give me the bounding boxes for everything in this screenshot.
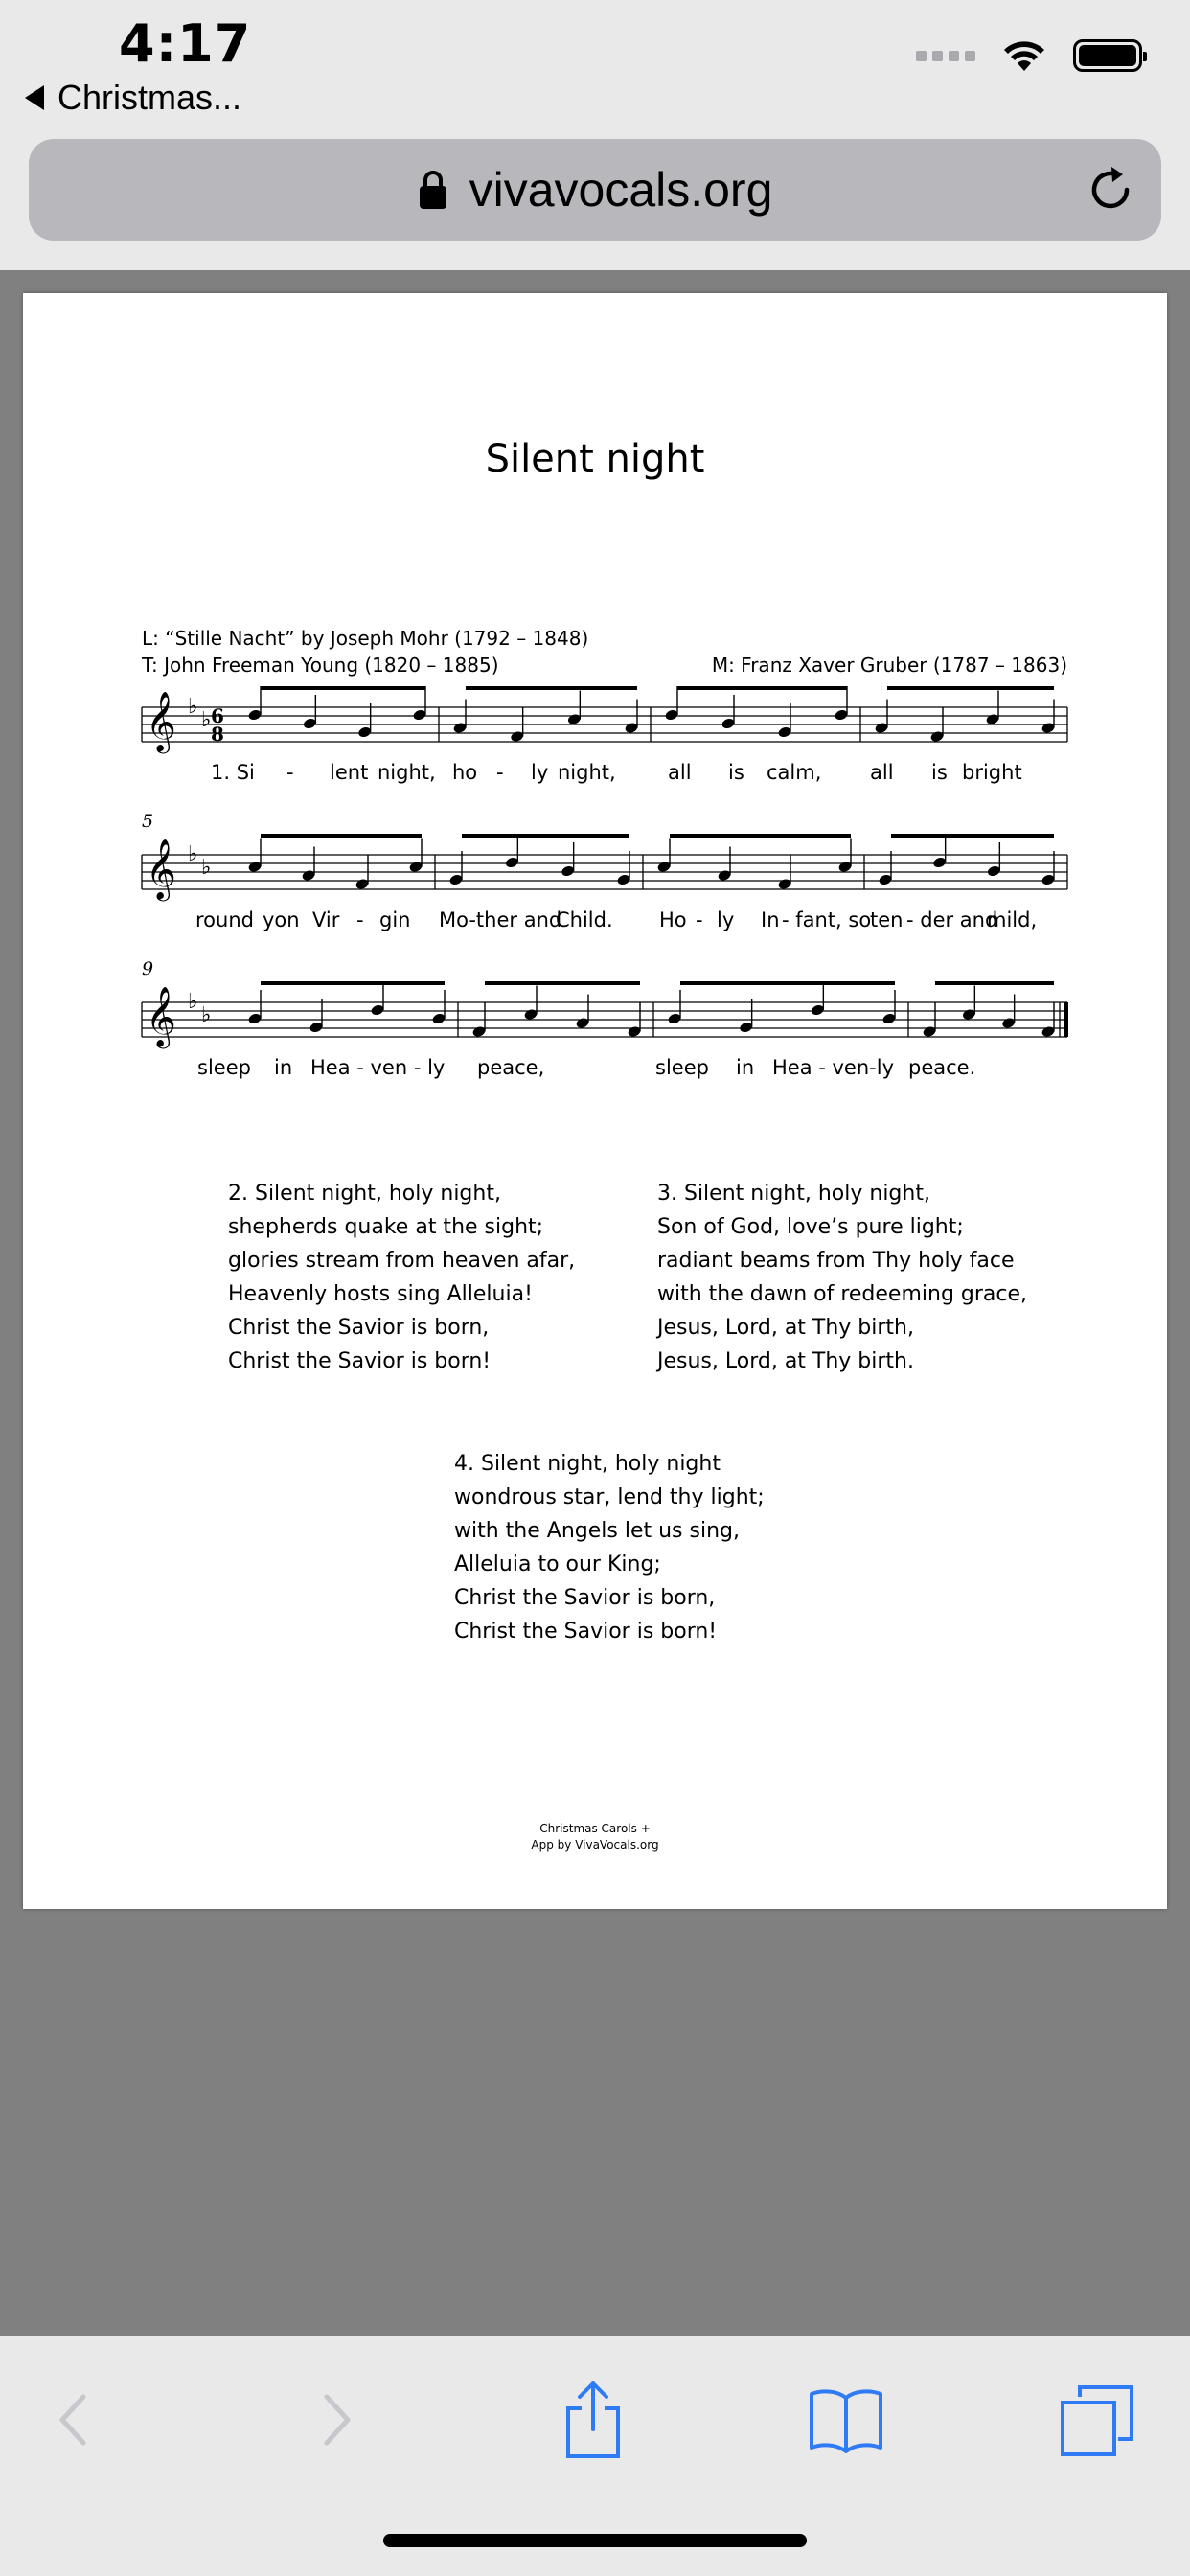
forward-button[interactable] [293,2377,379,2463]
lyric-syllable: night, [558,761,616,784]
lyric-syllable: peace. [908,1056,976,1079]
lyric-syllable: - fant, so [782,908,872,932]
lyric-syllable: - [286,761,294,784]
flat-icon: ♭ [188,990,198,1014]
lyric-syllable: in [736,1056,755,1079]
lyric-syllable: ho [452,761,478,784]
treble-clef-icon: 𝄞 [146,839,176,899]
lyric-syllable: Hea - ven-ly [772,1056,895,1079]
lyric-syllable: Child. [556,908,613,932]
footer-line-2: App by VivaVocals.org [531,1838,659,1852]
lyric-syllable: ten [870,908,904,932]
flat-icon: ♭ [201,856,212,880]
back-triangle-icon [25,85,44,110]
lyric-syllable: 1. Si [211,761,255,784]
lyric-syllable: peace, [477,1056,545,1079]
lyric-syllable: In [761,908,780,932]
lyric-syllable: - [496,761,504,784]
address-bar[interactable] [29,139,1161,241]
lyric-syllable: ly [717,908,735,932]
reload-icon[interactable] [1083,162,1138,218]
back-to-app-button[interactable] [25,75,241,121]
lyric-syllable: ly [531,761,549,784]
verse-line: Jesus, Lord, at Thy birth. [657,1349,914,1373]
lyric-syllable: bright [962,761,1022,784]
verse-4 [454,1447,765,1648]
time-signature: 6 [211,704,224,727]
share-button[interactable] [550,2377,636,2463]
lyric-syllable: sleep [655,1056,709,1079]
lyric-syllable: is [931,761,948,784]
verse-line: Alleluia to our King; [454,1552,661,1576]
verse-2 [228,1177,575,1378]
lock-icon [418,170,448,210]
measure-number-9: 9 [142,958,154,979]
url-domain: vivavocals.org [469,163,773,217]
status-time: 4:17 [119,13,252,74]
back-app-label: Christmas... [57,78,242,117]
translation-credit: T: John Freeman Young (1820 – 1885) [142,654,499,677]
lyric-syllable: round [195,908,254,932]
home-indicator [383,2534,807,2547]
bookmarks-icon [808,2386,884,2453]
time-signature: 8 [211,723,224,746]
final-barline [1064,1002,1068,1037]
song-title: Silent night [485,437,705,481]
lyrics-credit: L: “Stille Nacht” by Joseph Mohr (1792 – 1848) [142,627,589,650]
pdf-page [23,293,1167,1909]
flat-icon: ♭ [201,708,212,732]
verse-line: with the Angels let us sing, [454,1519,740,1543]
page-footer [23,1821,1167,1853]
verse-line: 2. Silent night, holy night, [228,1182,501,1206]
bookmarks-button[interactable] [803,2377,889,2463]
verse-line: Christ the Savior is born! [228,1349,492,1373]
lyric-syllable: calm, [767,761,822,784]
lyric-syllable: - der and [906,908,998,932]
verse-line: with the dawn of redeeming grace, [657,1282,1028,1306]
sheet-music-score [23,293,1167,1156]
lyric-syllable: mild, [987,908,1038,932]
lyric-syllable: night, [378,761,436,784]
flat-icon: ♭ [188,695,198,719]
cellular-signal-icon [916,51,975,61]
verse-line: glories stream from heaven afar, [228,1249,576,1273]
lyric-syllable: - [696,908,703,932]
browser-top-chrome [0,0,1190,270]
lyric-syllable: Vir [312,908,340,932]
back-button[interactable] [31,2377,117,2463]
lyric-syllable: gin [379,908,411,932]
verse-line: Heavenly hosts sing Alleluia! [228,1282,533,1306]
status-icons [916,38,1142,73]
lyric-syllable: - [356,908,364,932]
flat-icon: ♭ [188,842,198,866]
lyric-syllable: lent [330,761,369,784]
verse-line: 3. Silent night, holy night, [657,1182,930,1206]
share-icon [562,2380,624,2460]
verse-line: wondrous star, lend thy light; [454,1485,765,1509]
tabs-icon [1059,2381,1135,2458]
music-credit: M: Franz Xaver Gruber (1787 – 1863) [711,654,1067,677]
verse-3 [657,1177,1027,1378]
lyric-syllable: in [274,1056,293,1079]
lyric-syllable: all [870,761,894,784]
footer-line-1: Christmas Carols + [539,1822,651,1835]
back-icon [55,2391,93,2449]
verse-line: Jesus, Lord, at Thy birth, [657,1316,914,1340]
treble-clef-icon: 𝄞 [146,691,176,751]
wifi-icon [1000,38,1048,73]
lyric-syllable: all [668,761,692,784]
lyric-syllable: is [728,761,744,784]
treble-clef-icon: 𝄞 [146,986,176,1046]
lyric-syllable: yon [263,908,300,932]
verse-line: Christ the Savior is born! [454,1620,718,1644]
verse-line: Christ the Savior is born, [228,1316,490,1340]
verse-line: Son of God, love’s pure light; [657,1215,964,1239]
measure-number-5: 5 [142,811,154,832]
battery-icon [1073,39,1142,72]
lyric-syllable: Hea - ven - ly [310,1056,446,1079]
forward-icon [317,2391,355,2449]
verse-line: shepherds quake at the sight; [228,1215,544,1239]
lyric-syllable: Mo-ther and [439,908,562,932]
lyric-syllable: Ho [659,908,687,932]
verse-line: Christ the Savior is born, [454,1586,716,1610]
tabs-button[interactable] [1054,2377,1140,2463]
flat-icon: ♭ [201,1003,212,1027]
verse-line: 4. Silent night, holy night [454,1452,721,1476]
verse-line: radiant beams from Thy holy face [657,1249,1015,1273]
lyric-syllable: sleep [197,1056,251,1079]
